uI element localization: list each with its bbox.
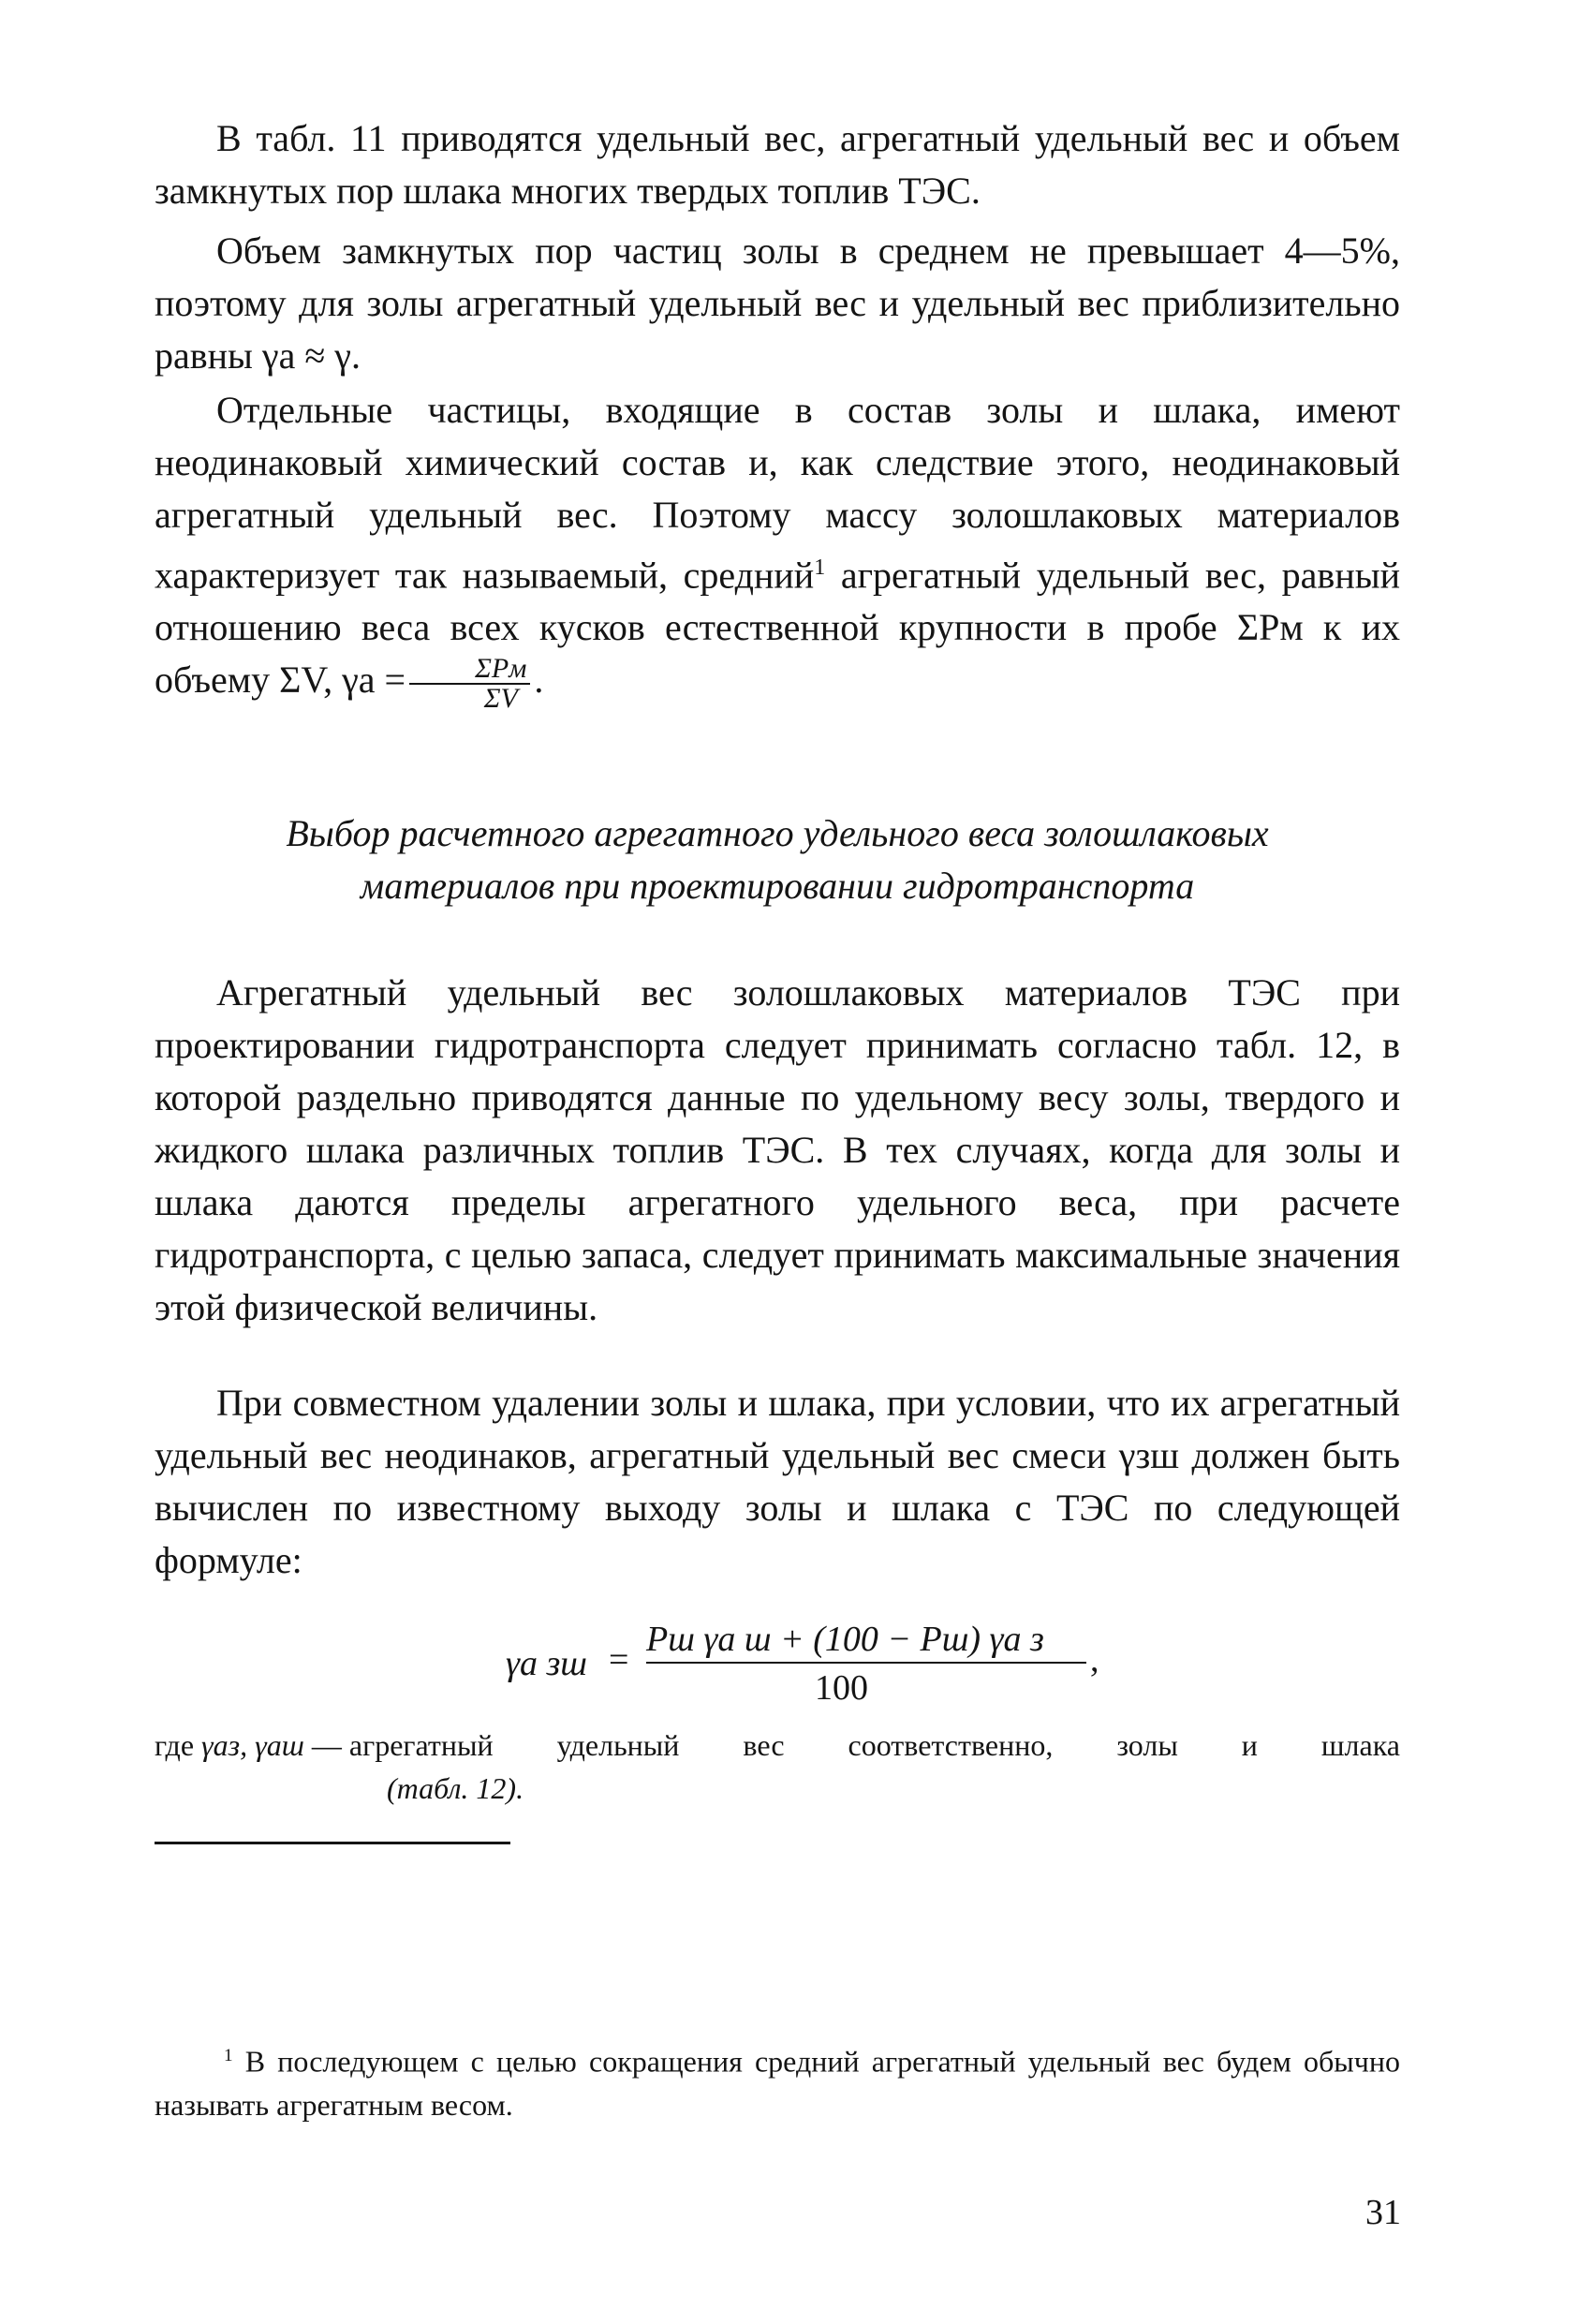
formula-lhs: γа зш [506,1644,587,1683]
paragraph-5: При совместном удалении золы и шлака, при условии, что их агрегатный удельный вес неодинаков, агрегатный удельный вес смеси γзш должен быть вычислен по известному выходу золы и шлака с ТЭС по следующей формуле: [155,1382,1400,1581]
formula-legend [155,1724,1400,1810]
formula-fraction-bar [646,1662,1086,1664]
legend-variables: γаз, γаш [201,1728,304,1762]
legend-word-g: шлака [1320,1728,1400,1762]
paragraph-4: Агрегатный удельный вес золошлаковых материалов ТЭС при проектировании гидротранспорта следует принимать согласно табл. 12, в которой раздельно приводятся данные по удельному весу золы, твердого и жидкого шлака различных топлив ТЭС. В тех случаях, когда для золы и шлака даются пределы агрегатного удельного веса, при расчете гидротранспорта, с целью запаса, следует принимать максимальные значения этой физической величины. [155,971,1400,1328]
section-heading [155,807,1400,912]
paragraph-2: Объем замкнутых пор частиц золы в среднем не превышает 4—5%, поэтому для золы агрегатный удельный вес и удельный вес приблизительно равны γа ≈ γ. [155,229,1400,377]
legend-word-f: и [1241,1728,1258,1762]
mass-volume-fraction [409,655,530,713]
legend-word-d: соответственно, [848,1728,1054,1762]
page-number: 31 [1365,2193,1401,2232]
footnote-marker: 1 [224,2046,233,2065]
legend-word-b: удельный [556,1728,680,1762]
legend-word-c: вес [743,1728,785,1762]
formula-denominator: 100 [815,1668,868,1708]
footnote-text: В последующем с целью сокращения средний агрегатный удельный вес будем обычно называть агрегатным весом. [155,2044,1401,2122]
paragraph-3 [155,384,1400,713]
mixture-formula [506,1619,1161,1708]
formula-equals: = [609,1640,629,1680]
paragraph-3-text-2: агрегатный удельный вес, равный отношению веса всех кусков естественной крупности в пробе ΣPм к их объему ΣV, γа = [155,554,1401,702]
legend-line-1 [155,1724,1400,1767]
legend-line-2: (табл. 12). [387,1771,524,1805]
fraction-denominator: ΣV [483,683,518,715]
formula-comma: , [1090,1640,1099,1680]
footnote [155,2035,1400,2126]
heading-line-1: Выбор расчетного агрегатного удельного веса золошлаковых [286,812,1269,854]
heading-line-2: материалов при проектировании гидротранспорта [360,865,1195,907]
formula-numerator: Pш γа ш + (100 − Pш) γа з [646,1620,1044,1659]
footnote-separator [155,1842,510,1844]
fraction-numerator: ΣPм [409,655,530,685]
footnote-ref: 1 [814,555,826,580]
paragraph-3-text: Отдельные частицы, входящие в состав золы и шлака, имеют неодинаковый химический состав и, как следствие этого, неодинаковый агрегатный удельный вес. Поэтому массу золошлаковых материалов характеризует так называемый, средний [155,389,1400,597]
legend-word-e: золы [1116,1728,1178,1762]
paragraph-1: В табл. 11 приводятся удельный вес, агрегатный удельный вес и объем замкнутых пор шлака многих твердых топлив ТЭС. [155,117,1400,212]
legend-where: где γаз, γаш — агрегатный [155,1728,494,1762]
paragraph-3-end: . [534,659,544,702]
